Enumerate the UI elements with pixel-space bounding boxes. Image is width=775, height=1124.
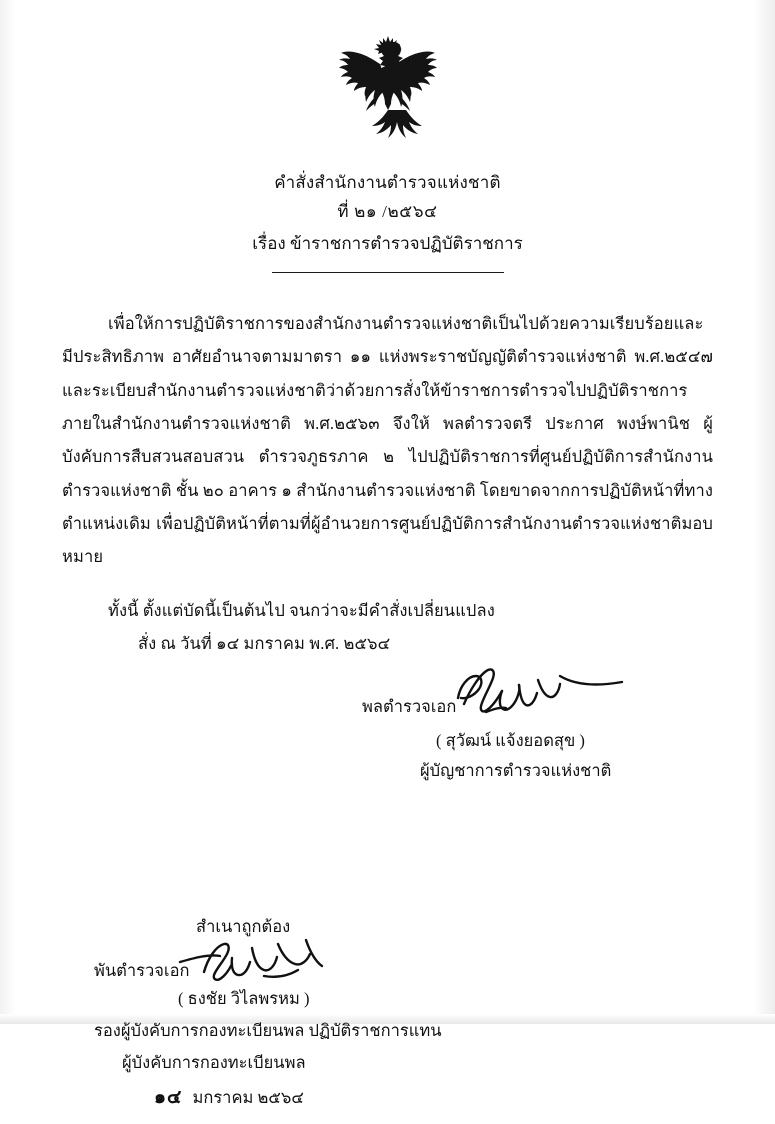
scan-edge-right xyxy=(753,0,775,1024)
signature-suwat-icon xyxy=(450,660,630,730)
signer-position: ผู้บัญชาการตำรวจแห่งชาติ xyxy=(420,761,612,781)
signer-rank: พลตำรวจเอก xyxy=(362,697,457,717)
order-subject: เรื่อง ข้าราชการตำรวจปฏิบัติราชการ xyxy=(252,233,523,253)
signature-thongchai-icon xyxy=(174,932,344,990)
header-divider xyxy=(272,272,504,273)
page-title: คำสั่งสำนักงานตำรวจแห่งชาติ xyxy=(274,173,501,192)
body-paragraph-1: เพื่อให้การปฏิบัติราชการของสำนักงานตำรวจแห่งชาติเป็นไปด้วยความเรียบร้อยและมีประสิทธิภาพ อาศัยอำนาจตามมาตรา ๑๑ แห่งพระราชบัญญัติตำรวจแห่งชาติ พ.ศ.๒๕๔๗ และระเบียบสำนักงานตำรวจแห่งชาติว่าด้วยการสั่งให้ข้าราชการตำรวจไปปฏิบัติราชการภายในสำนักงานตำรวจแห่งชาติ พ.ศ.๒๕๖๓ จึงให้ พลตำรวจตรี ประกาศ พงษ์พานิช ผู้บังคับการสืบสวนสอบสวน ตำรวจภูธรภาค ๒ ไปปฏิบัติราชการที่ศูนย์ปฏิบัติการสำนักงานตำรวจแห่งชาติ ชั้น ๒๐ อาคาร ๑ สำนักงานตำรวจแห่งชาติ โดยขาดจากการปฏิบัติหน้าที่ทางตำแหน่งเดิม เพื่อปฏิบัติหน้าที่ตามที่ผู้อำนวยการศูนย์ปฏิบัติการสำนักงานตำรวจแห่งชาติมอบหมาย xyxy=(62,314,713,567)
order-date: สั่ง ณ วันที่ ๑๔ มกราคม พ.ศ. ๒๕๖๔ xyxy=(138,634,391,654)
signer-name: ( สุวัฒน์ แจ้งยอดสุข ) xyxy=(436,731,585,751)
certification-date-rest: มกราคม ๒๕๖๔ xyxy=(192,1088,304,1108)
primary-signature-block xyxy=(62,666,713,796)
certification-date-day: ๑๔ xyxy=(154,1087,183,1109)
document-header xyxy=(62,170,713,273)
certification-date xyxy=(154,1082,304,1112)
emblem-container xyxy=(62,0,713,148)
scan-edge-left xyxy=(0,0,16,1024)
certifier-rank: พันตำรวจเอก xyxy=(94,961,190,981)
certification-block xyxy=(62,914,713,1124)
document-body xyxy=(62,307,713,660)
body-paragraph-2: ทั้งนี้ ตั้งแต่บัดนี้เป็นต้นไป จนกว่าจะมีคำสั่งเปลี่ยนแปลง xyxy=(108,600,495,620)
certified-true-label: สำเนาถูกต้อง xyxy=(196,917,291,937)
certifier-position-line-2: ผู้บังคับการกองทะเบียนพล xyxy=(122,1053,306,1073)
certifier-position-line-1: รองผู้บังคับการกองทะเบียนพล ปฏิบัติราชการแทน xyxy=(94,1021,442,1041)
garuda-emblem-icon xyxy=(328,36,448,148)
order-number: ที่ ๒๑ /๒๕๖๔ xyxy=(337,201,438,221)
certifier-name: ( ธงชัย วิไลพรหม ) xyxy=(178,989,310,1009)
